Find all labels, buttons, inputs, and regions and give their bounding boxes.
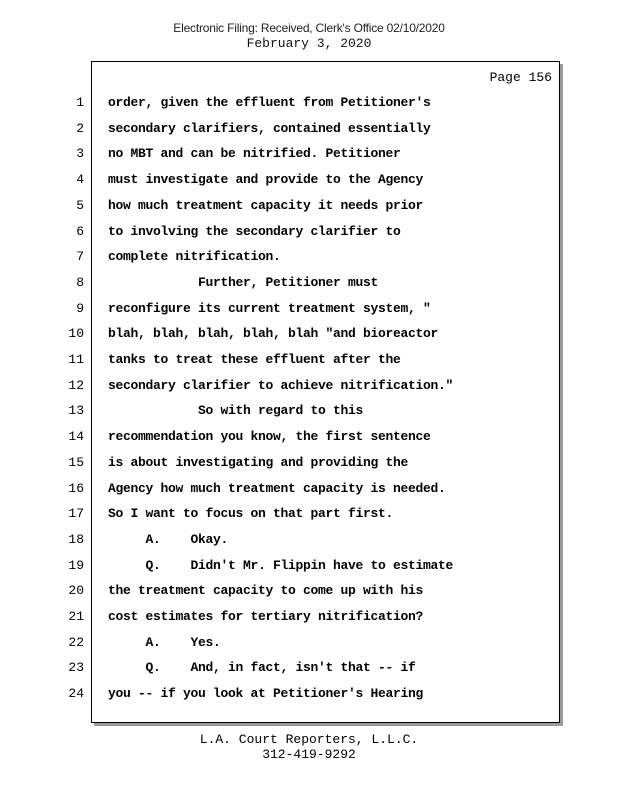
transcript-line-text: Q. And, in fact, isn't that -- if: [108, 660, 416, 675]
transcript-line-text: complete nitrification.: [108, 249, 281, 264]
transcript-line-text: tanks to treat these effluent after the: [108, 352, 401, 367]
line-number: 2: [76, 121, 84, 136]
line-number: 5: [76, 198, 84, 213]
line-number: 15: [68, 455, 84, 470]
transcript-line-text: no MBT and can be nitrified. Petitioner: [108, 146, 401, 161]
line-number: 19: [68, 558, 84, 573]
line-number: 10: [68, 326, 84, 341]
line-number: 16: [68, 481, 84, 496]
transcript-line-text: Agency how much treatment capacity is needed.: [108, 481, 446, 496]
line-number: 12: [68, 378, 84, 393]
filing-stamp: Electronic Filing: Received, Clerk's Office 02/10/2020: [173, 21, 445, 35]
line-number: 21: [68, 609, 84, 624]
line-number: 13: [68, 403, 84, 418]
line-number: 17: [68, 506, 84, 521]
transcript-date: February 3, 2020: [246, 36, 372, 51]
court-reporter-name: L.A. Court Reporters, L.L.C.: [199, 732, 419, 747]
transcript-line-text: to involving the secondary clarifier to: [108, 224, 401, 239]
transcript-line-text: cost estimates for tertiary nitrification?: [108, 609, 424, 624]
line-number: 3: [76, 146, 84, 161]
transcript-line-text: the treatment capacity to come up with his: [108, 583, 424, 598]
transcript-line-text: Further, Petitioner must: [108, 275, 379, 290]
transcript-line-text: order, given the effluent from Petitioner's: [108, 95, 431, 110]
line-number: 11: [68, 352, 84, 367]
transcript-line-text: you -- if you look at Petitioner's Hearing: [108, 686, 424, 701]
line-number: 22: [68, 635, 84, 650]
transcript-line-text: Q. Didn't Mr. Flippin have to estimate: [108, 558, 454, 573]
transcript-line-text: A. Yes.: [108, 635, 221, 650]
transcript-line-text: how much treatment capacity it needs prior: [108, 198, 424, 213]
page-number: Page 156: [489, 70, 552, 85]
line-number: 7: [76, 249, 84, 264]
line-number: 6: [76, 224, 84, 239]
line-number: 23: [68, 660, 84, 675]
transcript-line-text: reconfigure its current treatment system, ": [108, 301, 431, 316]
line-number: 9: [76, 301, 84, 316]
court-reporter-phone: 312-419-9292: [262, 747, 356, 762]
line-number: 20: [68, 583, 84, 598]
transcript-line-text: So with regard to this: [108, 403, 364, 418]
line-number: 14: [68, 429, 84, 444]
transcript-line-text: So I want to focus on that part first.: [108, 506, 394, 521]
transcript-line-text: secondary clarifier to achieve nitrification.": [108, 378, 454, 393]
transcript-line-text: recommendation you know, the first sentence: [108, 429, 431, 444]
transcript-line-text: blah, blah, blah, blah, blah "and bioreactor: [108, 326, 439, 341]
transcript-line-text: secondary clarifiers, contained essentially: [108, 121, 431, 136]
transcript-line-text: is about investigating and providing the: [108, 455, 409, 470]
line-number: 1: [76, 95, 84, 110]
line-number: 4: [76, 172, 84, 187]
transcript-line-text: must investigate and provide to the Agency: [108, 172, 424, 187]
transcript-line-text: A. Okay.: [108, 532, 229, 547]
line-number: 24: [68, 686, 84, 701]
line-number: 18: [68, 532, 84, 547]
line-number: 8: [76, 275, 84, 290]
